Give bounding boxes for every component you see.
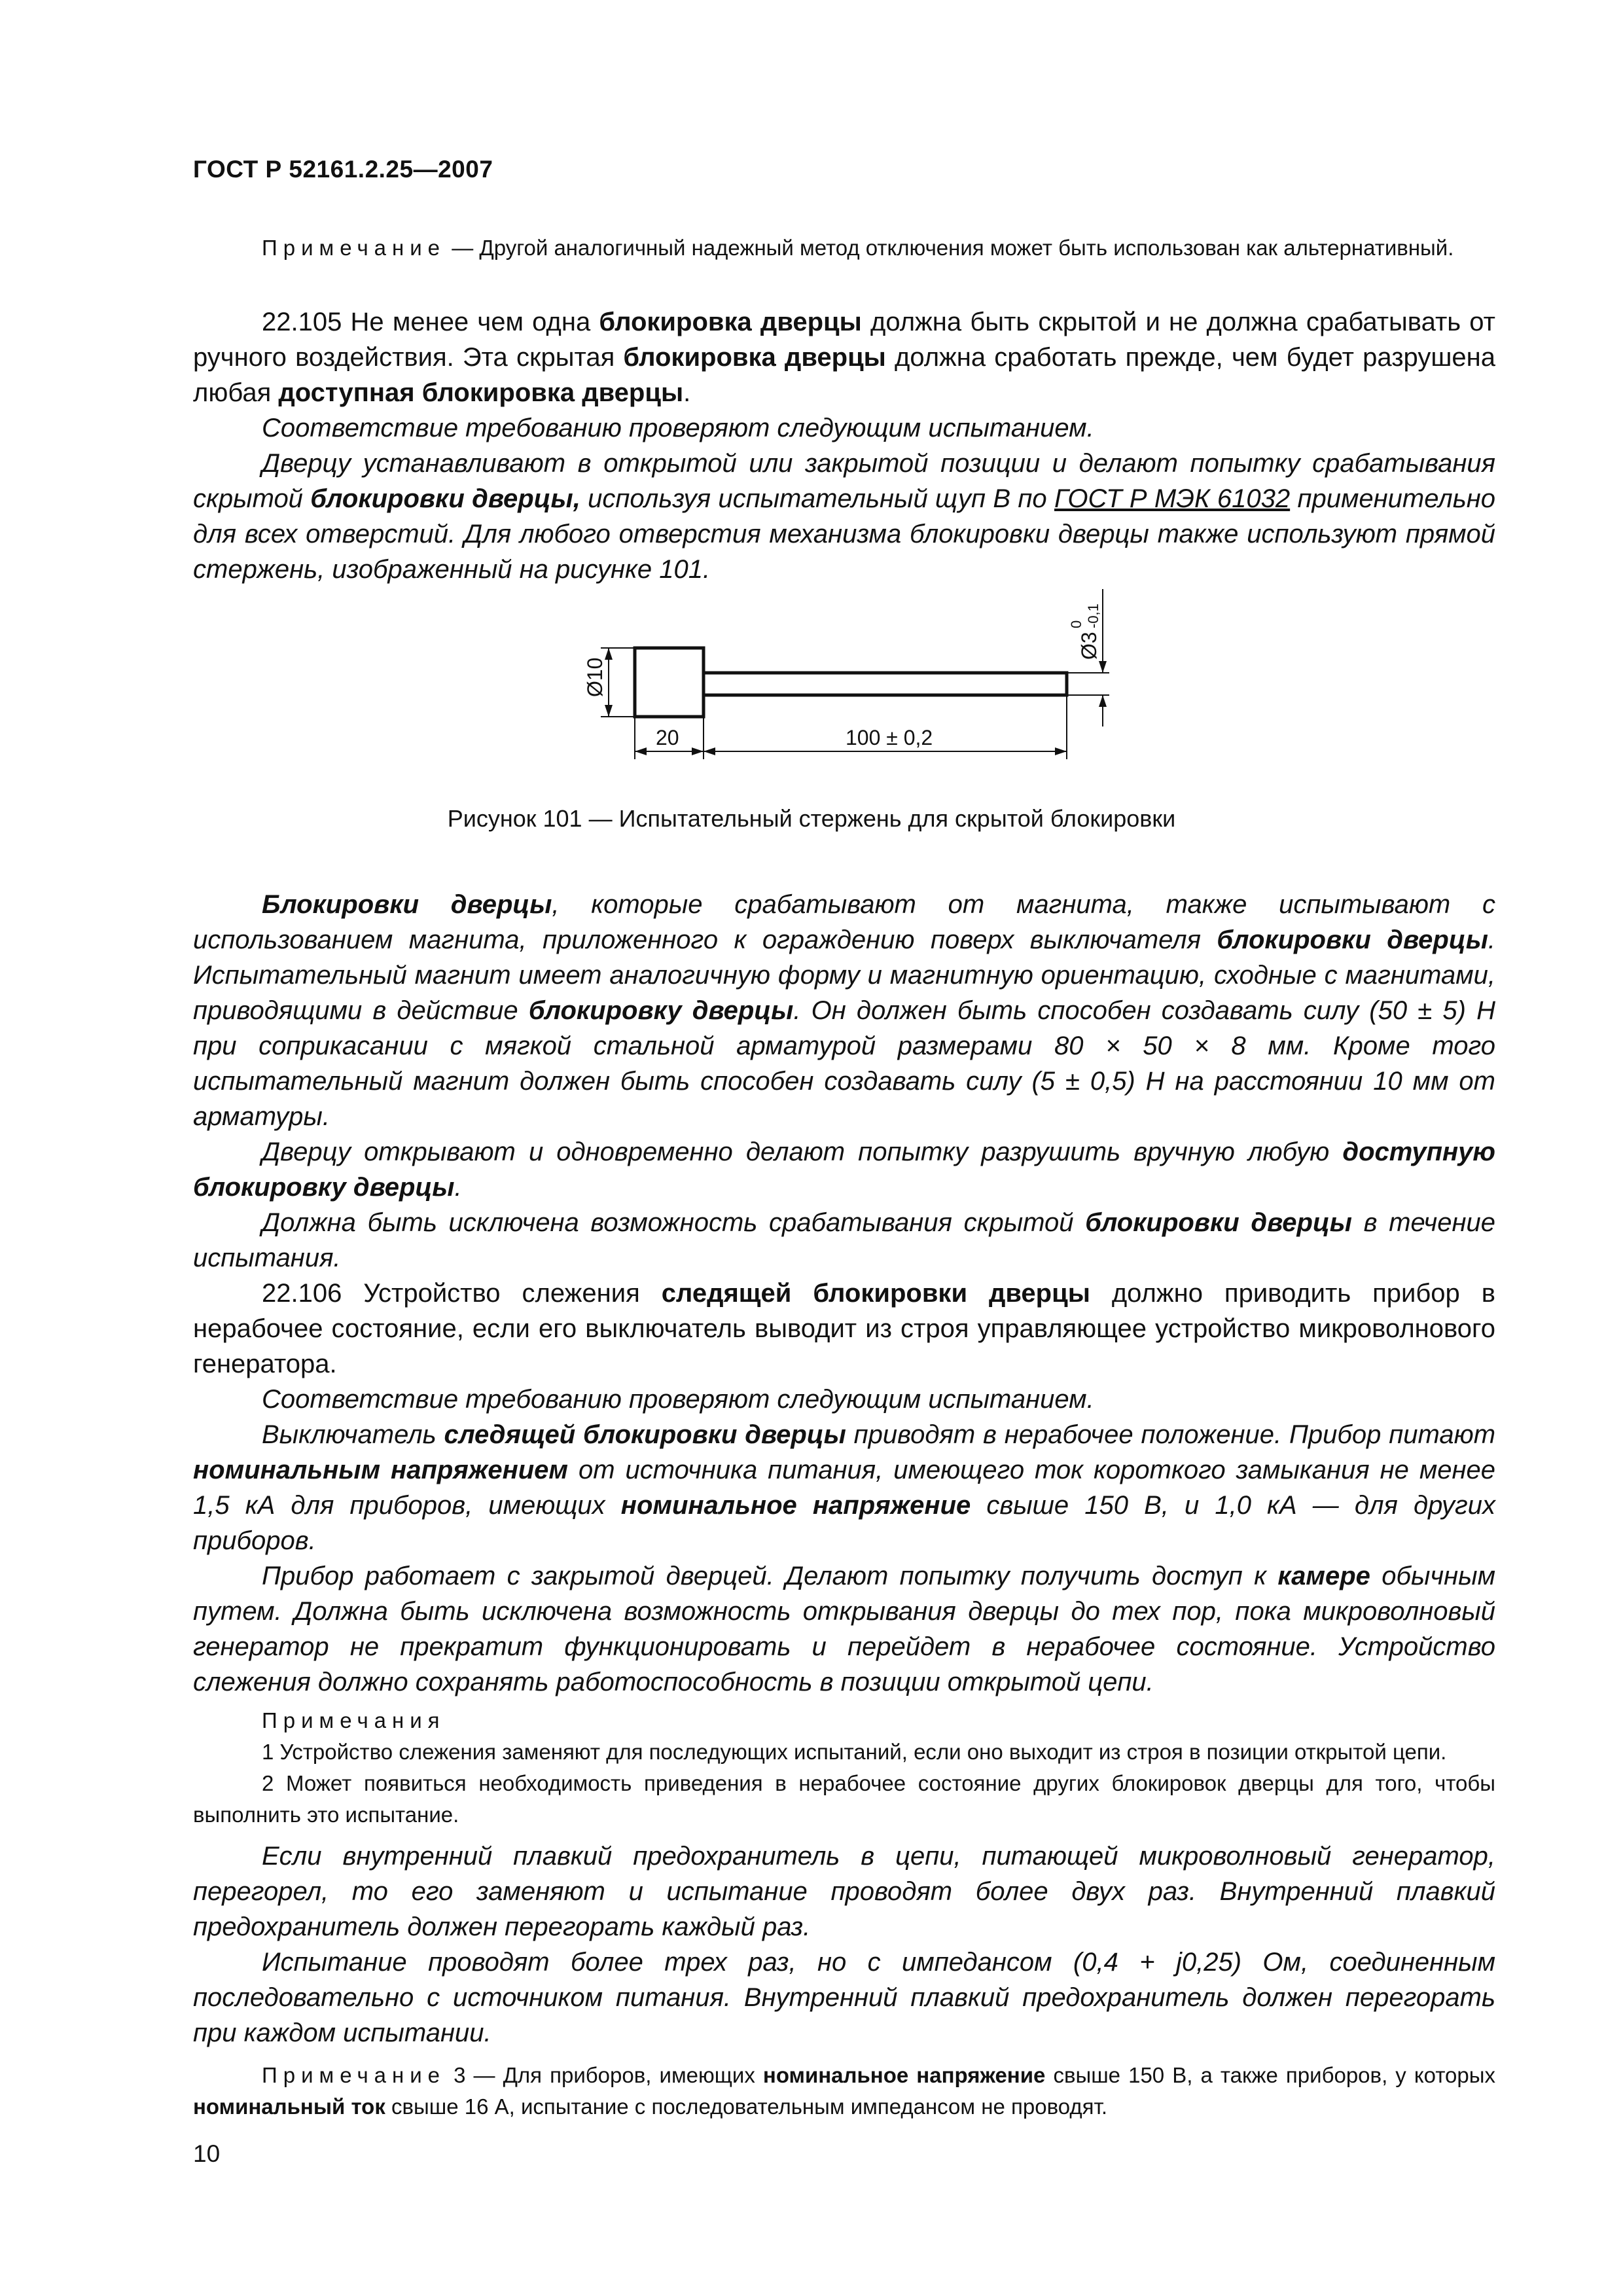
magnet-test-block (193, 887, 1495, 2123)
notes-title: Примечания (262, 1708, 446, 1732)
dim-rod-tol-lower: -0,1 (1085, 603, 1101, 628)
standard-reference-link[interactable]: ГОСТ Р МЭК 61032 (1054, 484, 1291, 513)
note-2: 2 Может появиться необходимость приведения в нерабочее состояние других блокировок дверцы для того, чтобы выполнить это испытание. (193, 1771, 1495, 1827)
dim-rod-diameter: Ø3 (1077, 632, 1101, 660)
magnet-test: Блокировки дверцы, которые срабатывают от магнита, также испытывают с использованием магнита, приложенного к ограждению поверх выключателя блокировки дверцы. Испытательный магнит имеет аналогичную форму и магнитную ориентацию, сходные с магнитами, приводящими в действие блокировку дверцы. Он должен быть способен создавать силу (50 ± 5) Н при соприкасании с мягкой стальной арматурой размерами 80 × 50 × 8 мм. Кроме того испытательный магнит должен быть способен создавать силу (5 ± 0,5) Н на расстоянии 10 мм от арматуры. (193, 890, 1495, 1131)
dim-head-diameter: Ø10 (583, 657, 607, 697)
dim-rod-length: 100 ± 0,2 (846, 726, 933, 749)
open-door-test: Дверцу открывают и одновременно делают попытку разрушить вручную любую доступную блокировку дверцы. (193, 1138, 1495, 1202)
note-3: Примечание 3 — Для приборов, имеющих номинальное напряжение свыше 150 В, а также приборов, у которых номинальный ток свыше 16 А, испытание с последовательным импедансом не проводят. (193, 2063, 1495, 2119)
clause-22-105-block (193, 304, 1495, 587)
clause-22-106: 22.106 Устройство слежения следящей блокировки дверцы должно приводить прибор в нерабочее состояние, если его выключатель выводит из строя управляющее устройство микроволнового генератора. (193, 1279, 1495, 1378)
switch-test: Выключатель следящей блокировки дверцы приводят в нерабочее положение. Прибор питают номинальным напряжением от источника питания, имеющего ток короткого замыкания не менее 1,5 кА для приборов, имеющих номинальное напряжение свыше 150 В, и 1,0 кА — для других приборов. (193, 1420, 1496, 1555)
clause-22-105: 22.105 Не менее чем одна блокировка дверцы должна быть скрытой и не должна срабатывать от ручного воздействия. Эта скрытая блокировка дверцы должна сработать прежде, чем будет разрушена любая доступная блокировка дверцы. (193, 308, 1496, 407)
test-description-1: Дверцу устанавливают в открытой или закрытой позиции и делают попытку срабатывания скрытой блокировки дверцы, используя испытательный щуп В по ГОСТ Р МЭК 61032 применительно для всех отверстий. Для любого отверстия механизма блокировки дверцы также используют прямой стержень, изображенный на рисунке 101. (193, 449, 1496, 584)
compliance-statement-1: Соответствие требованию проверяют следующим испытанием. (262, 414, 1094, 442)
note-1: 1 Устройство слежения заменяют для последующих испытаний, если оно выходит из строя в позиции открытой цепи. (262, 1740, 1447, 1764)
note-label: Примечание (262, 236, 446, 260)
fuse-test-2: Испытание проводят более трех раз, но с импедансом (0,4 + j0,25) Ом, соединенным последовательно с источником питания. Внутренний плавкий предохранитель должен перегорать при каждом испытании. (193, 1948, 1495, 2047)
figure-caption: Рисунок 101 — Испытательный стержень для скрытой блокировки (447, 805, 1176, 832)
page-number: 10 (193, 2140, 221, 2167)
page-header: ГОСТ Р 52161.2.25—2007 (193, 156, 493, 183)
dim-rod-tol-upper: 0 (1068, 620, 1084, 628)
figure-101-test-rod (537, 589, 1139, 785)
rod-head (635, 648, 704, 717)
dim-head-length: 20 (656, 726, 679, 749)
rod-shaft (704, 673, 1067, 695)
closed-door-test: Прибор работает с закрытой дверцей. Делают попытку получить доступ к камере обычным путем. Должна быть исключена возможность открывания дверцы до тех пор, пока микроволновый генератор не прекратит функционировать и перейдет в нерабочее состояние. Устройство слежения должно сохранять работоспособность в позиции открытой цепи. (193, 1562, 1495, 1696)
exclude-statement: Должна быть исключена возможность срабатывания скрытой блокировки дверцы в течение испытания. (193, 1208, 1496, 1272)
note-top: Примечание — Другой аналогичный надежный метод отключения может быть использован как альтернативный. (262, 236, 1454, 260)
fuse-test-1: Если внутренний плавкий предохранитель в цепи, питающей микроволновый генератор, перегорел, то его заменяют и испытание проводят более двух раз. Внутренний плавкий предохранитель должен перегорать каждый раз. (193, 1842, 1495, 1941)
compliance-statement-2: Соответствие требованию проверяют следующим испытанием. (262, 1385, 1094, 1414)
